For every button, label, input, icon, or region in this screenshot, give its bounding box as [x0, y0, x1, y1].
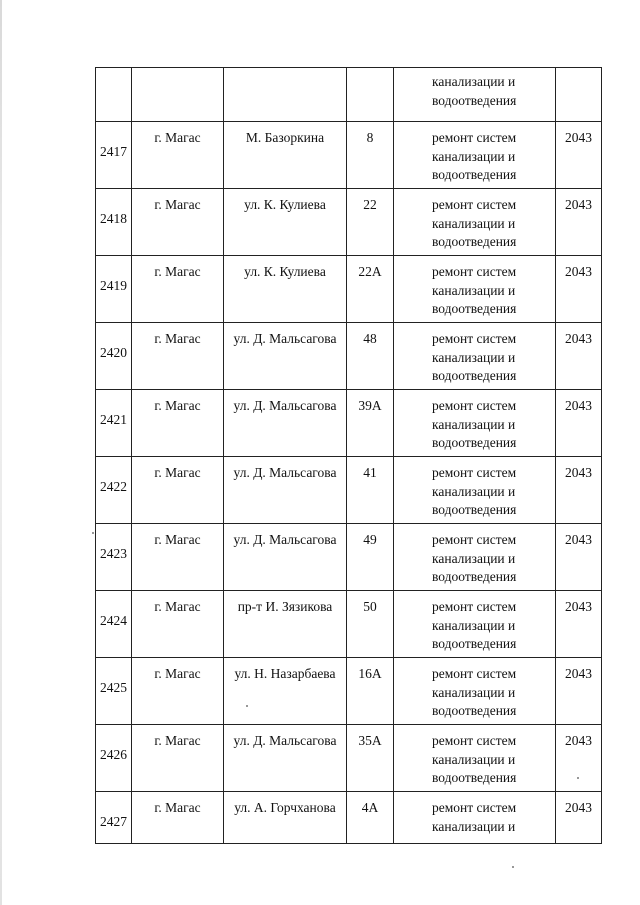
cell-num — [96, 524, 132, 591]
cell-year — [556, 725, 602, 792]
table-row — [96, 524, 602, 591]
cell-work — [394, 725, 556, 792]
work-description — [394, 256, 555, 319]
cell-city-text: г. Магас — [154, 800, 201, 815]
cell-street — [224, 390, 347, 457]
cell-house-text: 8 — [366, 130, 374, 145]
table-row — [96, 792, 602, 844]
cell-street-text: ул. Д. Мальсагова — [233, 733, 337, 748]
work-line: ремонт систем — [432, 264, 517, 279]
cell-num — [96, 792, 132, 844]
work-line: водоотведения — [432, 770, 517, 785]
work-line: канализации и — [432, 684, 516, 700]
work-description — [394, 658, 555, 721]
cell-work — [394, 658, 556, 725]
cell-house — [347, 68, 394, 122]
work-line: водоотведения — [432, 435, 517, 450]
cell-house-text: 35А — [358, 733, 382, 748]
cell-house — [347, 658, 394, 725]
cell-year — [556, 256, 602, 323]
cell-street — [224, 457, 347, 524]
cell-city-text: г. Магас — [154, 331, 201, 346]
cell-street-text: ул. Д. Мальсагова — [233, 331, 337, 346]
cell-city-text: г. Магас — [154, 130, 201, 145]
cell-house-text: 39А — [358, 398, 382, 413]
cell-num — [96, 457, 132, 524]
work-line: ремонт систем — [432, 465, 517, 480]
cell-num — [96, 658, 132, 725]
work-line: канализации и — [432, 550, 516, 566]
table-row — [96, 457, 602, 524]
cell-street — [224, 725, 347, 792]
cell-num-text: 2422 — [100, 479, 127, 494]
work-line: ремонт систем — [432, 599, 517, 614]
cell-city-text: г. Магас — [154, 599, 201, 614]
work-line: ремонт систем — [432, 800, 517, 815]
cell-city — [132, 792, 224, 844]
cell-work — [394, 792, 556, 844]
cell-num-text: 2421 — [100, 412, 127, 427]
cell-street — [224, 68, 347, 122]
work-line: ремонт систем — [432, 666, 517, 681]
cell-house-text: 41 — [363, 465, 377, 480]
cell-year — [556, 658, 602, 725]
work-description — [394, 591, 555, 654]
registry-body — [96, 68, 602, 844]
cell-street — [224, 122, 347, 189]
work-line: водоотведения — [432, 301, 517, 316]
work-line: ремонт систем — [432, 331, 517, 346]
cell-street — [224, 524, 347, 591]
scan-edge — [0, 0, 2, 905]
cell-year-text: 2043 — [565, 264, 592, 279]
cell-year — [556, 390, 602, 457]
cell-year-text: 2043 — [565, 130, 592, 145]
cell-house-text: 4А — [361, 800, 379, 815]
cell-num-text: 2417 — [100, 144, 127, 159]
cell-street-text: ул. Д. Мальсагова — [233, 465, 337, 480]
cell-street — [224, 189, 347, 256]
work-line: ремонт систем — [432, 733, 517, 748]
cell-city — [132, 189, 224, 256]
scan-speck — [92, 532, 94, 534]
cell-street-text: ул. Д. Мальсагова — [233, 532, 337, 547]
work-line: водоотведения — [432, 703, 517, 718]
cell-year — [556, 457, 602, 524]
cell-year-text: 2043 — [565, 800, 592, 815]
cell-street — [224, 591, 347, 658]
cell-num-text: 2419 — [100, 278, 127, 293]
cell-num-text: 2424 — [100, 613, 127, 628]
cell-street-text: ул. Н. Назарбаева — [234, 666, 336, 681]
cell-city-text: г. Магас — [154, 398, 201, 413]
cell-city — [132, 457, 224, 524]
work-line: водоотведения — [432, 502, 517, 517]
cell-year — [556, 122, 602, 189]
work-description — [394, 390, 555, 453]
cell-num — [96, 725, 132, 792]
registry-table — [95, 67, 602, 844]
work-line: ремонт систем — [432, 130, 517, 145]
cell-year — [556, 524, 602, 591]
cell-city-text: г. Магас — [154, 465, 201, 480]
table-row — [96, 256, 602, 323]
work-line: канализации и — [432, 818, 516, 834]
cell-street-text: ул. Д. Мальсагова — [233, 398, 337, 413]
cell-house — [347, 323, 394, 390]
cell-house — [347, 725, 394, 792]
cell-house — [347, 122, 394, 189]
work-line: ремонт систем — [432, 532, 517, 547]
work-line: канализации и — [432, 617, 516, 633]
table-row — [96, 323, 602, 390]
cell-street-text: пр-т И. Зязикова — [237, 599, 333, 614]
work-line: водоотведения — [432, 368, 517, 383]
table-row — [96, 591, 602, 658]
cell-city — [132, 658, 224, 725]
work-description — [394, 122, 555, 185]
cell-city — [132, 122, 224, 189]
cell-num-text: 2425 — [100, 680, 127, 695]
cell-work — [394, 68, 556, 122]
table-row — [96, 189, 602, 256]
cell-house-text: 50 — [363, 599, 377, 614]
cell-city — [132, 725, 224, 792]
table-row — [96, 390, 602, 457]
cell-year — [556, 68, 602, 122]
cell-num — [96, 189, 132, 256]
cell-street — [224, 323, 347, 390]
cell-house-text: 49 — [363, 532, 377, 547]
cell-street-text: М. Базоркина — [245, 130, 325, 145]
cell-year-text: 2043 — [565, 599, 592, 614]
cell-year-text: 2043 — [565, 197, 592, 212]
cell-street — [224, 256, 347, 323]
cell-city — [132, 390, 224, 457]
cell-city-text: г. Магас — [154, 532, 201, 547]
work-line: водоотведения — [432, 636, 517, 651]
cell-house — [347, 792, 394, 844]
table-row — [96, 122, 602, 189]
cell-street-text: ул. А. Горчханова — [234, 800, 336, 815]
cell-work — [394, 591, 556, 658]
cell-house — [347, 524, 394, 591]
cell-street-text: ул. К. Кулиева — [244, 264, 326, 279]
cell-num — [96, 122, 132, 189]
cell-city — [132, 323, 224, 390]
cell-street — [224, 658, 347, 725]
work-description — [394, 524, 555, 587]
work-line: канализации и — [432, 282, 516, 298]
work-line: водоотведения — [432, 92, 517, 108]
cell-work — [394, 524, 556, 591]
cell-house-text: 48 — [363, 331, 377, 346]
table-row — [96, 725, 602, 792]
cell-house — [347, 390, 394, 457]
cell-num — [96, 68, 132, 122]
cell-num — [96, 591, 132, 658]
cell-city-text: г. Магас — [154, 733, 201, 748]
cell-year — [556, 591, 602, 658]
work-line: канализации и — [432, 74, 516, 89]
cell-work — [394, 390, 556, 457]
cell-num-text: 2423 — [100, 546, 127, 561]
work-line: ремонт систем — [432, 197, 517, 212]
scan-speck — [512, 866, 514, 868]
work-line: водоотведения — [432, 167, 517, 182]
cell-house-text: 22А — [358, 264, 382, 279]
scan-speck — [246, 705, 248, 707]
work-description — [394, 725, 555, 788]
cell-num-text: 2420 — [100, 345, 127, 360]
cell-year — [556, 323, 602, 390]
scan-speck — [577, 777, 579, 779]
table-row-continued — [96, 68, 602, 122]
cell-work — [394, 189, 556, 256]
cell-num — [96, 390, 132, 457]
work-line: канализации и — [432, 215, 516, 231]
work-line: канализации и — [432, 751, 516, 767]
cell-year-text: 2043 — [565, 666, 592, 681]
cell-year — [556, 792, 602, 844]
cell-street-text: ул. К. Кулиева — [244, 197, 326, 212]
cell-work — [394, 256, 556, 323]
cell-work — [394, 323, 556, 390]
cell-num-text: 2418 — [100, 211, 127, 226]
cell-house — [347, 591, 394, 658]
work-description — [394, 189, 555, 252]
cell-city — [132, 591, 224, 658]
cell-work — [394, 122, 556, 189]
cell-house — [347, 457, 394, 524]
cell-year-text: 2043 — [565, 465, 592, 480]
work-line: водоотведения — [432, 234, 517, 249]
cell-num — [96, 323, 132, 390]
table-row — [96, 658, 602, 725]
work-description — [394, 792, 555, 836]
cell-city — [132, 256, 224, 323]
work-line: канализации и — [432, 148, 516, 164]
cell-house-text: 16А — [358, 666, 382, 681]
cell-city-text: г. Магас — [154, 666, 201, 681]
cell-year-text: 2043 — [565, 733, 592, 748]
work-line: водоотведения — [432, 569, 517, 584]
cell-city-text: г. Магас — [154, 197, 201, 212]
cell-work — [394, 457, 556, 524]
work-description — [394, 323, 555, 386]
cell-year-text: 2043 — [565, 331, 592, 346]
cell-city — [132, 524, 224, 591]
cell-house — [347, 256, 394, 323]
cell-city — [132, 68, 224, 122]
cell-house-text: 22 — [363, 197, 377, 212]
cell-num-text: 2427 — [100, 814, 127, 829]
work-line: ремонт систем — [432, 398, 517, 413]
cell-city-text: г. Магас — [154, 264, 201, 279]
cell-num — [96, 256, 132, 323]
cell-street — [224, 792, 347, 844]
cell-house — [347, 189, 394, 256]
cell-year-text: 2043 — [565, 532, 592, 547]
work-line: канализации и — [432, 349, 516, 365]
cell-num-text: 2426 — [100, 747, 127, 762]
work-line: канализации и — [432, 483, 516, 499]
cell-year — [556, 189, 602, 256]
work-line: канализации и — [432, 416, 516, 432]
work-description — [394, 457, 555, 520]
cell-year-text: 2043 — [565, 398, 592, 413]
